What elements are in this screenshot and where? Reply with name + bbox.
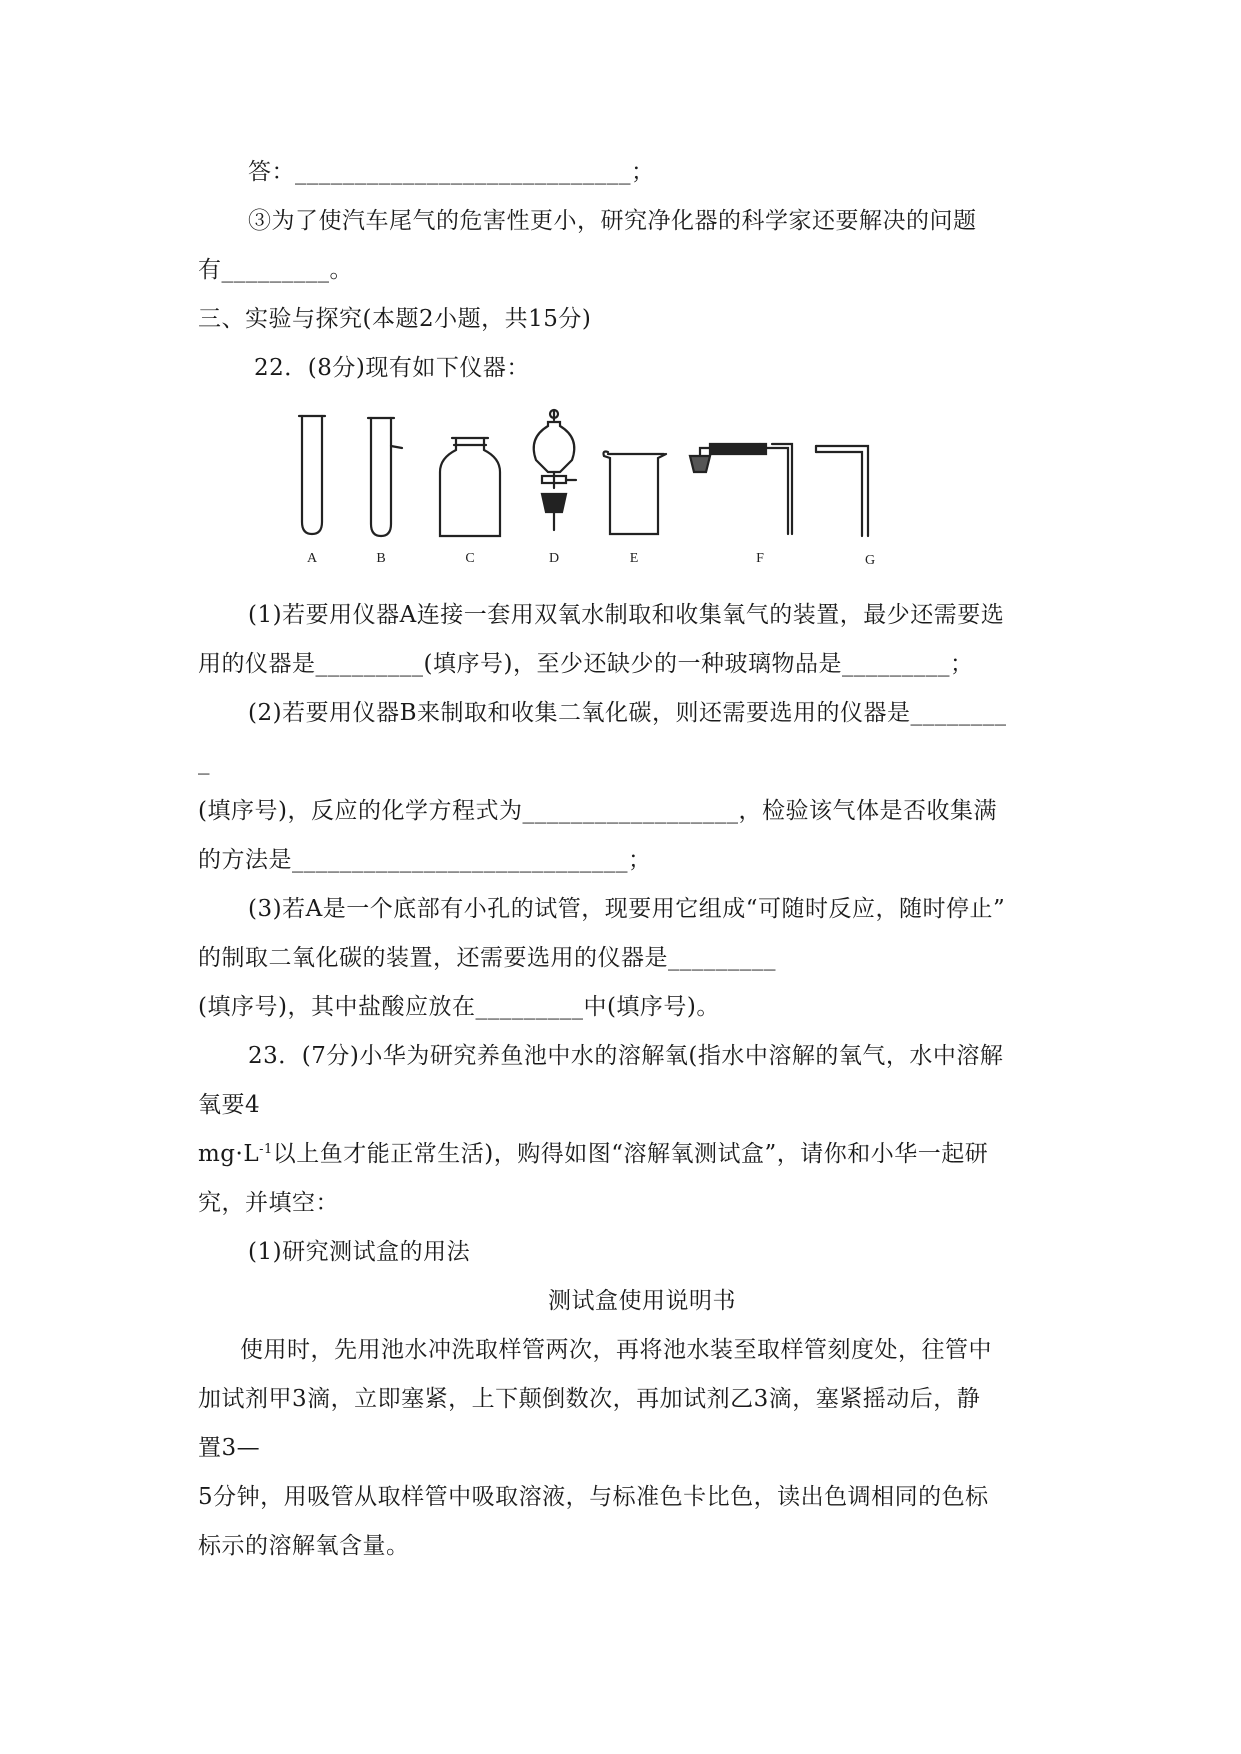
q23-part1: (1)研究测试盒的用法 <box>248 1239 471 1265</box>
q22-part1-line1: (1)若要用仪器A连接一套用双氧水制取和收集氧气的装置，最少还需要选 <box>248 602 1005 628</box>
q22-part2-line2: (填序号)，反应的化学方程式为__________________，检验该气体是否收集满 <box>198 798 997 824</box>
manual-title: 测试盒使用说明书 <box>548 1288 736 1314</box>
question-23-title: 23．(7分)小华为研究养鱼池中水的溶解氧(指水中溶解的氧气，水中溶解 <box>248 1043 1004 1069</box>
separatory-funnel-d <box>534 410 576 530</box>
q22-part2-line3: 的方法是____________________________； <box>198 847 652 873</box>
test-tube-a <box>299 416 325 534</box>
bent-tube-g <box>816 446 868 536</box>
manual-line4: 5分钟，用吸管从取样管中吸取溶液，与标准色卡比色，读出色调相同的色标 <box>198 1484 989 1510</box>
q22-part2-overflow: _ <box>198 749 210 775</box>
apparatus-figure <box>290 408 950 568</box>
section-heading: 三、实验与探究(本题2小题，共15分) <box>198 306 592 332</box>
question-3-text-cont: 有_________。 <box>198 257 353 283</box>
label-e: E <box>629 551 639 566</box>
beaker-e <box>604 452 667 535</box>
question-3-text: ③为了使汽车尾气的危害性更小，研究净化器的科学家还要解决的问题 <box>248 208 977 234</box>
unit-text: mg·L <box>198 1141 260 1167</box>
question-23-cont: 氧要4 <box>198 1092 261 1118</box>
manual-line5: 标示的溶解氧含量。 <box>198 1533 410 1559</box>
question-22-title: 22．(8分)现有如下仪器： <box>254 355 530 381</box>
unit-exponent: -1 <box>259 1142 273 1157</box>
side-arm-tube-b <box>368 418 402 536</box>
q22-part2-line1: (2)若要用仪器B来制取和收集二氧化碳，则还需要选用的仪器是________ <box>248 700 1007 726</box>
label-d: D <box>548 551 560 566</box>
question-23-end: 究，并填空： <box>198 1190 339 1216</box>
label-a: A <box>306 551 318 566</box>
answer-blank-line: 答：____________________________； <box>248 159 655 185</box>
question-23-unit-line <box>198 1139 988 1169</box>
gas-jar-c <box>440 438 500 536</box>
q22-part1-line2: 用的仪器是_________(填序号)，至少还缺少的一种玻璃物品是_________； <box>198 651 974 677</box>
manual-line1: 使用时，先用池水冲洗取样管两次，再将池水装至取样管刻度处，往管中 <box>240 1337 992 1363</box>
label-g: G <box>864 553 876 568</box>
label-b: B <box>376 551 386 566</box>
apparatus-drawing <box>290 408 950 568</box>
manual-line2: 加试剂甲3滴，立即塞紧，上下颠倒数次，再加试剂乙3滴，塞紧摇动后，静 <box>198 1386 981 1412</box>
manual-line3: 置3— <box>198 1435 261 1461</box>
stopper-tube-f <box>690 444 792 534</box>
label-f: F <box>756 551 764 566</box>
q22-part3-line3: (填序号)，其中盐酸应放在_________中(填序号)。 <box>198 994 720 1020</box>
q22-part3-line1: (3)若A是一个底部有小孔的试管，现要用它组成“可随时反应，随时停止” <box>248 896 1006 922</box>
label-c: C <box>465 551 475 566</box>
question-23-unit-rest: 以上鱼才能正常生活)，购得如图“溶解氧测试盒”，请你和小华一起研 <box>272 1141 989 1167</box>
q22-part3-line2: 的制取二氧化碳的装置，还需要选用的仪器是_________ <box>198 945 776 971</box>
